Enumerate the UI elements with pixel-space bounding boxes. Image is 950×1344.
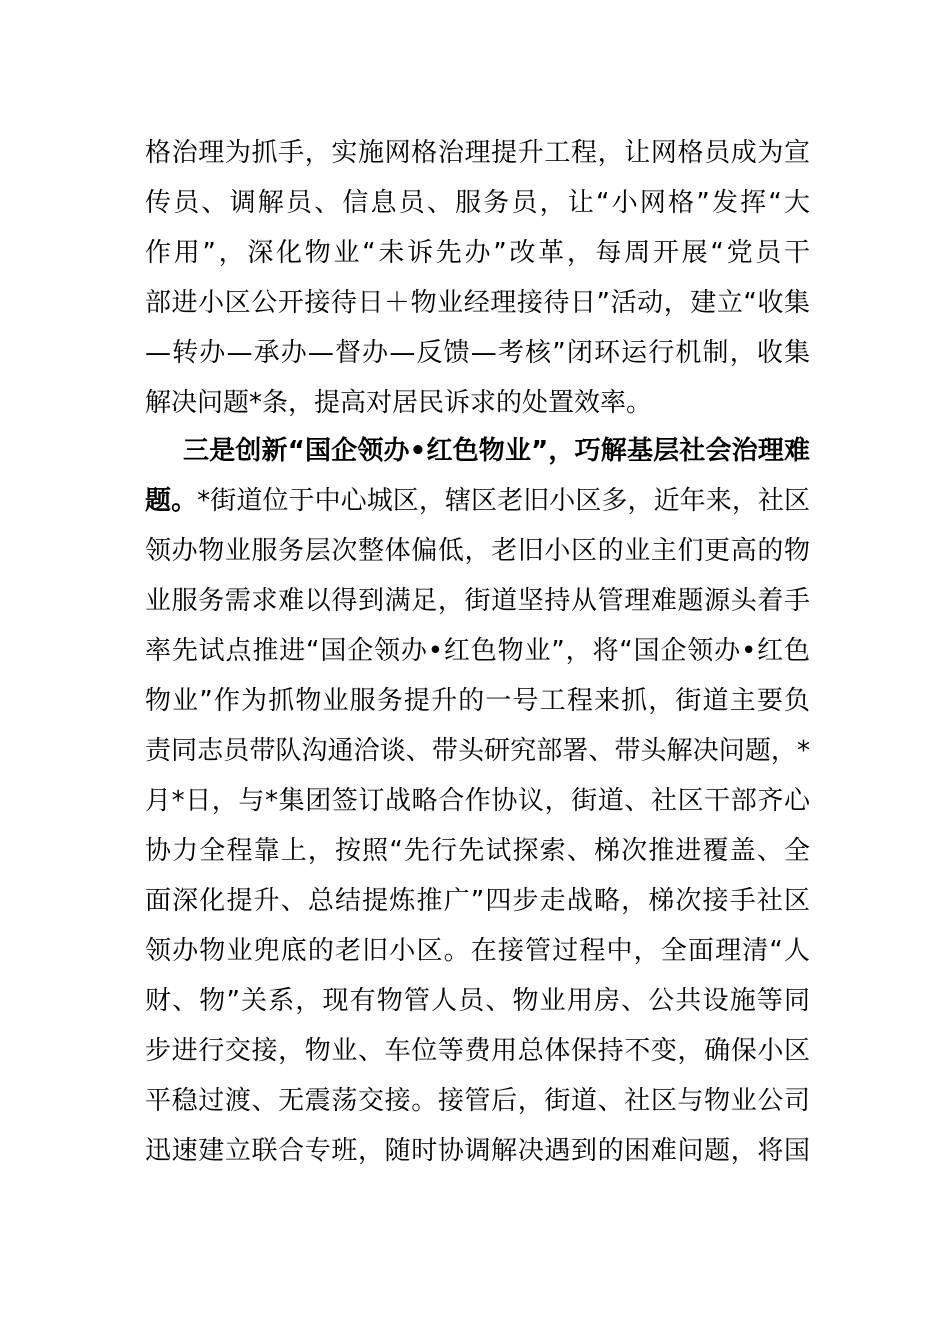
text-line: 率先试点推进“国企领办•红色物业”，将“国企领办•红色 — [145, 636, 810, 666]
text-line: 作用”，深化物业“未诉先办”改革，每周开展“党员干 — [145, 238, 810, 268]
text-line: 月*日，与*集团签订战略合作协议，街道、社区干部齐心 — [145, 786, 810, 816]
text-line — [145, 476, 810, 526]
text-line: 步进行交接，物业、车位等费用总体保持不变，确保小区 — [145, 1036, 810, 1066]
text-line: 面深化提升、总结提炼推广”四步走战略，梯次接手社区 — [145, 886, 810, 916]
text-line: 领办物业服务层次整体偏低，老旧小区的业主们更高的物 — [145, 536, 810, 566]
text-line: 财、物”关系，现有物管人员、物业用房、公共设施等同 — [145, 986, 810, 1016]
text-line: 解决问题*条，提高对居民诉求的处置效率。 — [145, 388, 653, 418]
text-line: —转办—承办—督办—反馈—考核”闭环运行机制，收集 — [145, 338, 810, 368]
text-line: 部进小区公开接待日＋物业经理接待日”活动，建立“收集 — [145, 288, 810, 318]
section-heading: 三是创新“国企领办•红色物业”，巧解基层社会治理难 — [183, 436, 810, 466]
text-line: 格治理为抓手，实施网格治理提升工程，让网格员成为宣 — [145, 138, 810, 168]
text-line: 平稳过渡、无震荡交接。接管后，街道、社区与物业公司 — [145, 1086, 810, 1116]
text-line: 业服务需求难以得到满足，街道坚持从管理难题源头着手 — [145, 586, 810, 616]
text-line: 领办物业兜底的老旧小区。在接管过程中，全面理清“人 — [145, 936, 810, 966]
section-heading-end: 题。 — [145, 486, 198, 516]
text-line: 迅速建立联合专班，随时协调解决遇到的困难问题，将国 — [145, 1136, 810, 1166]
text-line: 责同志员带队沟通洽谈、带头研究部署、带头解决问题，* — [145, 736, 810, 766]
text-line: 协力全程靠上，按照“先行先试探索、梯次推进覆盖、全 — [145, 836, 810, 866]
text-line-rest: *街道位于中心城区，辖区老旧小区多，近年来，社区 — [197, 486, 810, 516]
text-line: 物业”作为抓物业服务提升的一号工程来抓，街道主要负 — [145, 686, 810, 716]
text-line: 传员、调解员、信息员、服务员，让“小网格”发挥“大 — [145, 188, 810, 218]
